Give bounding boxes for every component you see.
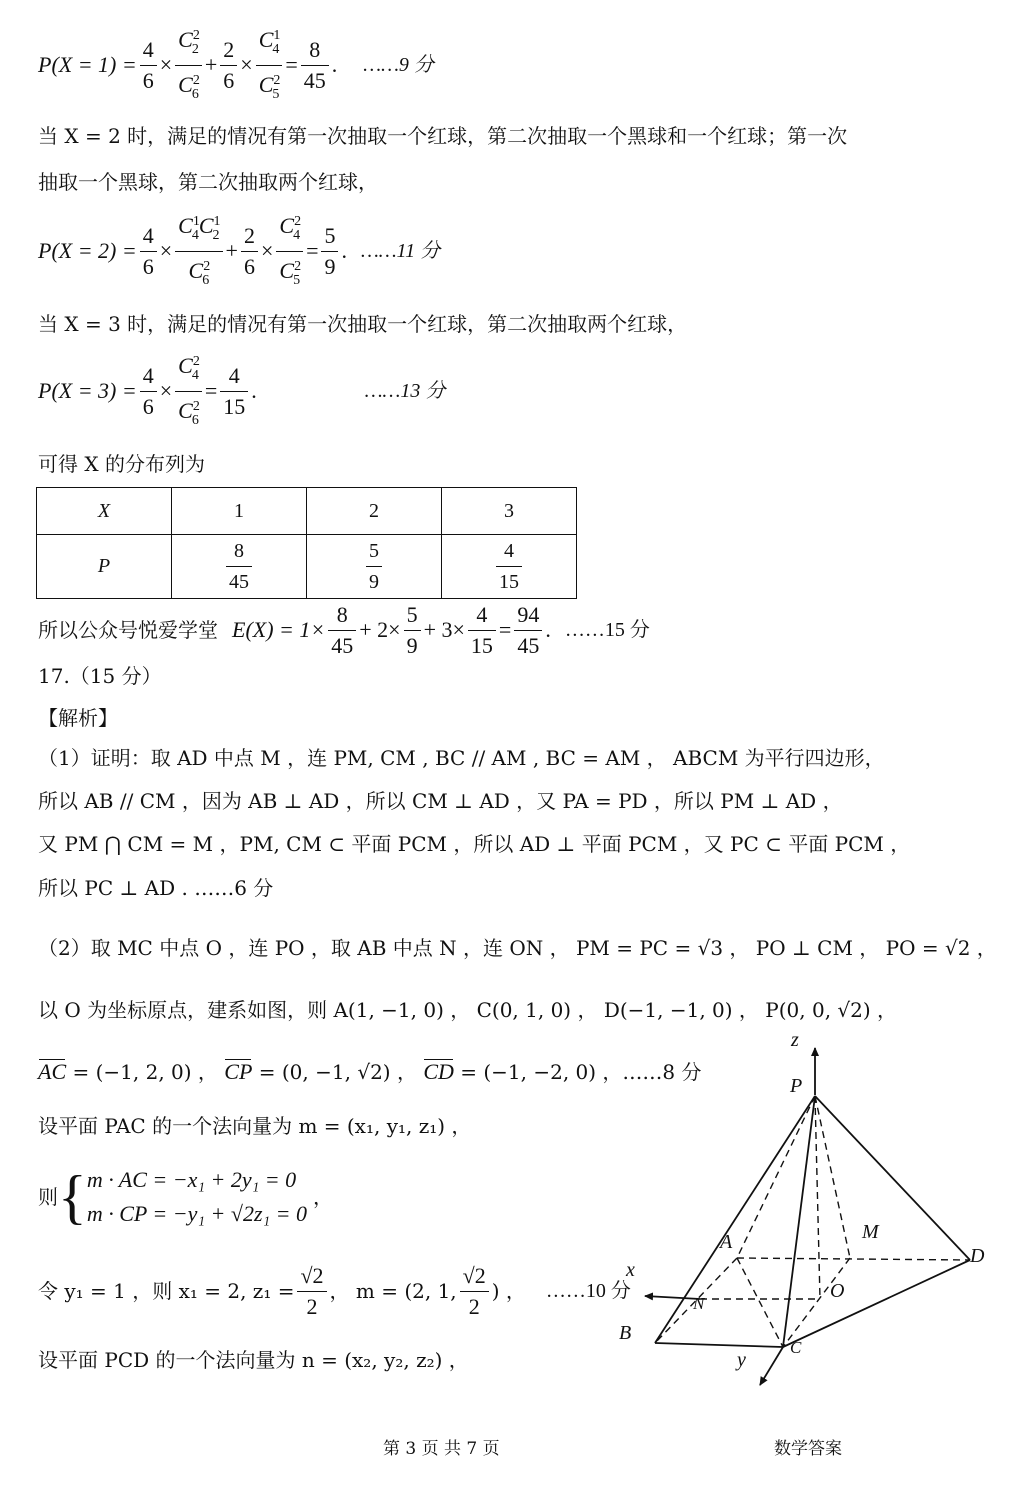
text-line: 设平面 PAC 的一个法向量为 m = (x₁, y₁, z₁) ， [38, 1114, 472, 1138]
text-line: 可得 X 的分布列为 [38, 452, 205, 476]
text-line: 以 O 为坐标原点，建系如图，则 A(1, −1, 0) ， C(0, 1, 0) ， D(−1, −1, 0) ， P(0, 0, √2) ， [38, 998, 898, 1022]
edge-PD [815, 1096, 970, 1260]
prob-x3-equation: P(X = 3) = $\frac{4}{6}$ × $\frac{C^2_4}{C^2_6}$ = $\frac{4}{15}$ . ……13 分 [38, 360, 445, 422]
table-row [37, 488, 577, 535]
frac: $\frac{C^2_2}{C^2_6}$ [175, 21, 202, 110]
score-mark: ……10 分 [545, 1280, 631, 1302]
edge-PB [655, 1096, 815, 1343]
label-y: y [737, 1349, 746, 1371]
pyramid-figure [600, 1020, 1000, 1400]
x-axis [645, 1296, 700, 1299]
label-O: O [830, 1280, 845, 1302]
subject-label: 数学答案 [774, 1439, 842, 1459]
text-line: 设平面 PCD 的一个法向量为 n = (x₂, y₂, z₂) ， [38, 1348, 469, 1372]
frac: $\frac{4}{6}$ [140, 35, 157, 96]
table-row [37, 535, 577, 599]
label-C: C [790, 1338, 802, 1357]
edge-PC [783, 1096, 815, 1347]
text-line: 又 PM ⋂ CM = M ，PM, CM ⊂ 平面 PCM ，所以 AD ⊥ 平面 PCM ，又 PC ⊂ 平面 PCM ， [38, 832, 911, 856]
table-cell: $\frac{4}{15}$ [442, 535, 577, 599]
table-cell: $\frac{5}{9}$ [307, 535, 442, 599]
score-mark: ……9 分 [363, 54, 434, 76]
score-mark: ……11 分 [360, 240, 441, 262]
y-axis [760, 1347, 783, 1385]
text-line: （1）证明：取 AD 中点 M ，连 PM, CM , BC // AM , BC = AM ， ABCM 为平行四边形， [38, 746, 885, 770]
label-D: D [970, 1245, 985, 1267]
label-x: x [626, 1259, 635, 1281]
text-line: 抽取一个黑球，第二次抽取两个红球， [38, 170, 378, 194]
score-mark: ……15 分 [564, 619, 650, 641]
frac: $\frac{8}{45}$ [301, 35, 329, 96]
frac: $\frac{C^1_4}{C^2_5}$ [256, 21, 283, 110]
vectors-line: AC = (−1, 2, 0) ， CP = (0, −1, √2) ， CD = (−1, −2, 0) ，……8 分 [38, 1059, 702, 1084]
expectation-equation: 所以公众号悦爱学堂 E(X) = 1× $\frac{8}{45}$ + 2× $\frac{5}{9}$ + 3× $\frac{4}{15}$ = $\frac{94}{45}$ . ……15 分 [38, 601, 650, 658]
text-line: 所以 AB // CM ，因为 AB ⊥ AD ，所以 CM ⊥ AD ，又 PA = PD ，所以 PM ⊥ AD ， [38, 789, 843, 813]
label-B: B [619, 1322, 632, 1344]
text-line: 当 X = 3 时，满足的情况有第一次抽取一个红球，第二次抽取两个红球， [38, 312, 688, 336]
solution-line: 令 y₁ = 1 ，则 x₁ = 2, z₁ = $\frac{√2}{2}$ ， m = (2, 1, $\frac{√2}{2}$ ) ， ……10 分 [38, 1262, 631, 1319]
table-cell: 1 [172, 488, 307, 535]
section-heading: 【解析】 [38, 706, 118, 730]
score-mark: ……13 分 [364, 380, 446, 402]
table-cell: 3 [442, 488, 577, 535]
label-P: P [790, 1075, 803, 1097]
text-line: 所以 PC ⊥ AD . ……6 分 [38, 876, 274, 900]
label-z: z [791, 1029, 799, 1051]
label-M: M [862, 1221, 879, 1243]
equation-system: 则 { m · AC = −x₁ + 2y₁ = 0 m · CP = −y₁ + √2z₁ = 0 ， [38, 1164, 333, 1230]
prob-x1-lhs: P(X = 1) = [38, 52, 137, 77]
text-line: （2）取 MC 中点 O ，连 PO ，取 AB 中点 N ，连 ON ， PM = PC = √3 ， PO ⊥ CM ， PO = √2 ， [38, 936, 997, 960]
label-A: A [720, 1231, 733, 1253]
table-cell: $\frac{8}{45}$ [172, 535, 307, 599]
text-line: 当 X = 2 时，满足的情况有第一次抽取一个红球，第二次抽取一个黑球和一个红球；第一次 [38, 124, 848, 148]
table-cell: 2 [307, 488, 442, 535]
prob-x1-equation: P(X = 1) = $\frac{4}{6}$ × $\frac{C^2_2}{C^2_6}$ + $\frac{2}{6}$ × $\frac{C^1_4}{C^2_5}$ = $\frac{8}{45}$ . ……9 分 [38, 34, 434, 96]
table-cell: X [37, 488, 172, 535]
question-number: 17.（15 分） [38, 664, 162, 688]
frac: $\frac{2}{6}$ [220, 35, 237, 96]
table-cell: P [37, 535, 172, 599]
distribution-table [36, 487, 577, 599]
edge-CD [783, 1260, 970, 1347]
edge-BC [655, 1343, 783, 1347]
label-N: N [693, 1294, 705, 1313]
prob-x2-equation: P(X = 2) = $\frac{4}{6}$ × $\frac{C^1_4C^1_2}{C^2_6}$ + $\frac{2}{6}$ × $\frac{C^2_4}{C^2_5}$ = $\frac{5}{9}$ . ……11 分 [38, 220, 440, 282]
page-number: 第 3 页 共 7 页 [383, 1439, 500, 1459]
